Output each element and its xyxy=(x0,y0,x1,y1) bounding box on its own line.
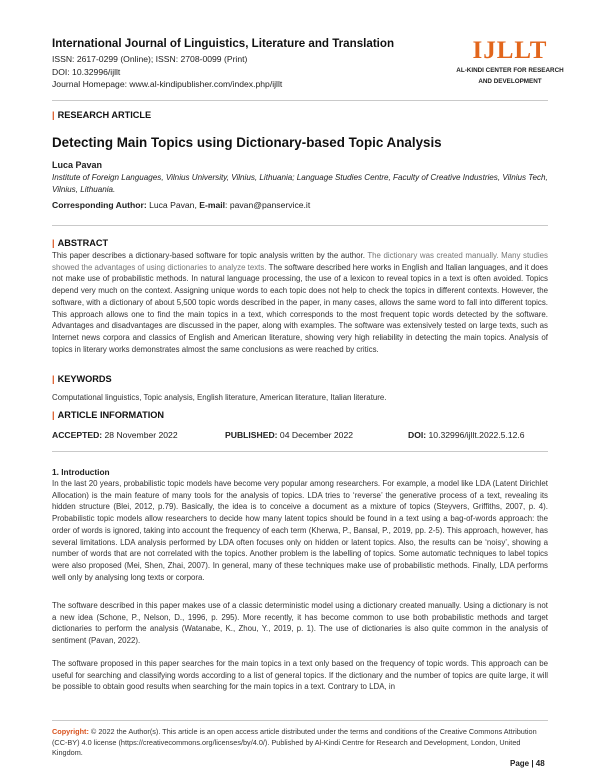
journal-header xyxy=(52,37,412,91)
journal-doi: DOI: 10.32996/ijllt xyxy=(52,66,121,77)
intro-paragraph-2: The software described in this paper makes use of a classic deterministic model using a dictionary created manually. Using a dictionary is not a new idea (Schone, P., Nelson, D., 1996, p. 295). More recently, it has become common to use both probabilistic methods and target dictionaries to perform the analysis (Watanabe, K., Zhou, Y., 2019, p. 1). The use of dictionaries is also quite common in the analysis of sentiment (Pavan, 2022). xyxy=(52,601,548,646)
keywords-heading: | KEYWORDS xyxy=(52,374,112,384)
divider xyxy=(52,100,548,101)
divider xyxy=(52,720,548,721)
logo-line-2: AND DEVELOPMENT xyxy=(478,77,542,85)
article-type-heading: | RESEARCH ARTICLE xyxy=(52,110,152,120)
article-info-heading-label: ARTICLE INFORMATION xyxy=(57,410,165,420)
intro-paragraph-1: In the last 20 years, probabilistic topic models have become very popular among researchers. For example, a model like LDA (Latent Dirichlet Allocation) is the main feature of many tools for the analysis of topics. LDA tries to ‘reverse’ the generative process of a text, revealing its hidden structure (Blei, 2012, p.79). Basically, the idea is to conceive a document as a mixture of topics (Steyvers, Griffiths, 2007, p. 4). Probabilistic topic models allow researchers to decide how many latent topics should be found in a text using a bag-of-words approach: the order of words is ignored, taking into account the frequency of each term (Kherwa, P., Bansal, P., 2019, pp. 2-5). This approach, however, has several limitations. LDA analysis performed by LDA often focuses only on hidden or latent topics. Also, the results can be ‘noisy’, showing a number of words that are not correlated with the topics. Another problem is the labelling of topics. Some automatic techniques to label topics were also proposed (Mei, Shen, Zhai, 2007). In general, many of these techniques make use of probabilistic methods. Finally, LDA performs well only by analysing long texts or corpora. xyxy=(52,479,548,582)
journal-issn: ISSN: 2617-0299 (Online); ISSN: 2708-0099 (Print) xyxy=(52,54,248,64)
corresponding-name: Luca Pavan, xyxy=(146,200,200,210)
keywords-text: Computational linguistics, Topic analysis, English literature, American literature, Italian literature. xyxy=(52,393,387,402)
accepted-label: ACCEPTED: xyxy=(52,430,103,440)
copyright-footer xyxy=(52,727,548,759)
introduction-heading: 1. Introduction xyxy=(52,467,110,477)
doi-value[interactable]: 10.32996/ijllt.2022.5.12.6 xyxy=(426,430,525,440)
article-type-label: RESEARCH ARTICLE xyxy=(57,110,152,120)
article-info-heading: | ARTICLE INFORMATION xyxy=(52,410,165,420)
accepted-value: 28 November 2022 xyxy=(102,430,178,440)
email-label: E-mail xyxy=(199,200,226,210)
author-affiliation: Institute of Foreign Languages, Vilnius University, Vilnius, Lithuania; Language Studies Centre, Faculty of Creative Industries, Vilnius Tech, Vilnius, Lithuania. xyxy=(52,173,548,194)
keywords-heading-label: KEYWORDS xyxy=(57,374,112,384)
journal-title: International Journal of Linguistics, Literature and Translation xyxy=(52,37,395,50)
divider xyxy=(52,225,548,226)
paper-title: Detecting Main Topics using Dictionary-based Topic Analysis xyxy=(52,135,442,150)
abstract-lead: This paper describes a dictionary-based software for topic analysis written by the author. xyxy=(52,251,365,260)
abstract-heading-label: ABSTRACT xyxy=(57,238,109,248)
logo-acronym: IJLLT xyxy=(472,37,548,64)
article-doi xyxy=(408,430,525,440)
page-number: Page | 48 xyxy=(510,759,545,768)
copyright-label: Copyright: xyxy=(52,727,89,736)
corresponding-label: Corresponding Author: xyxy=(52,200,147,210)
logo-line-1: AL-KINDI CENTER FOR RESEARCH xyxy=(456,67,564,74)
journal-logo xyxy=(455,37,565,86)
abstract-gray: The dictionary was created manually. Many studies showed the advantages of using dictionaries to analyze texts. xyxy=(52,251,548,272)
intro-paragraph-3: The software proposed in this paper searches for the main topics in a text only based on the frequency of topic words. This approach can be useful for searching and classifying words according to a list of general topics. If the dictionary and the number of topics are quite large, it will be possible to obtain good results when searching for the main topics in a text. Contrary to LDA, in xyxy=(52,659,548,692)
published-date xyxy=(225,430,353,440)
doi-label: DOI: xyxy=(408,430,427,440)
published-label: PUBLISHED: xyxy=(225,430,278,440)
journal-homepage[interactable]: Journal Homepage: www.al-kindipublisher.com/index.php/ijllt xyxy=(52,79,283,89)
abstract-rest: The software described here works in English and Italian languages, and it does not make use of probabilistic methods. In natural language processing, the use of a lexicon to reveal topics in a text is often avoided. Topics depend very much on the context. Assigning unique words to each topic does not help to check the topics in different contexts. However, the software, with a dictionary of about 5,500 topic words described in the paper, in many cases, allows the same word to fall into different topics. This approach allows one to find the main topics in a text, which corresponds to the most frequent topic words detected by the software. Advantages and disadvantages are discussed in the paper, along with examples. The software was extensively tested on large texts, such as Internet news corpora and classics of English and American literature, showing very high reliability in detecting the main topics. Analysis of topics in literary works demonstrates almost the same conclusions as were reached by critics. xyxy=(52,262,548,354)
published-value: 04 December 2022 xyxy=(277,430,354,440)
abstract-heading: | ABSTRACT xyxy=(52,238,109,248)
abstract-text xyxy=(52,250,548,355)
author-name: Luca Pavan xyxy=(52,160,103,170)
divider xyxy=(52,451,548,452)
copyright-text: © 2022 the Author(s). This article is an open access article distributed under the terms and conditions of the Creative Commons Attribution (CC-BY) 4.0 license (https://creativecommons.org/licenses/by/4.0/). Published by Al-Kindi Centre for Research and Development, London, United Kingdom. xyxy=(52,727,537,757)
corresponding-email[interactable]: : pavan@panservice.it xyxy=(225,200,311,210)
corresponding-author xyxy=(52,200,310,210)
accepted-date xyxy=(52,430,178,440)
